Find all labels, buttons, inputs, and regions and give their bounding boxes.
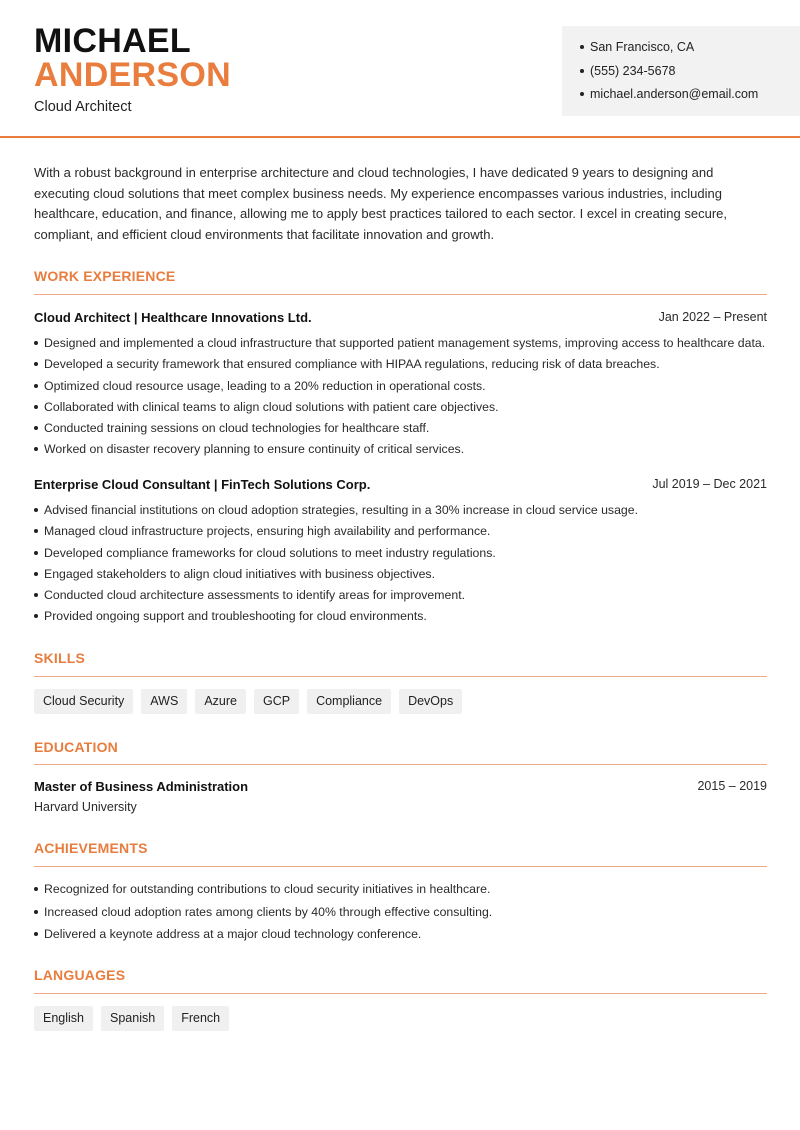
last-name: ANDERSON bbox=[34, 56, 231, 94]
contact-box bbox=[562, 26, 800, 116]
language-tag: English bbox=[34, 1006, 93, 1031]
list-item: Developed compliance frameworks for cloud solutions to meet industry regulations. bbox=[34, 545, 774, 566]
section-divider bbox=[34, 294, 767, 295]
skill-tag: DevOps bbox=[399, 689, 462, 714]
section-title-languages: LANGUAGES bbox=[34, 967, 126, 983]
job-title: Enterprise Cloud Consultant | FinTech Solutions Corp. bbox=[34, 477, 371, 492]
skills-tags bbox=[34, 689, 462, 714]
first-name: MICHAEL bbox=[34, 22, 191, 60]
list-item: Managed cloud infrastructure projects, ensuring high availability and performance. bbox=[34, 523, 774, 544]
achievements-list bbox=[34, 881, 774, 949]
list-item: Advised financial institutions on cloud adoption strategies, resulting in a 30% increase in cloud service usage. bbox=[34, 502, 774, 523]
skill-tag: GCP bbox=[254, 689, 299, 714]
language-tag: Spanish bbox=[101, 1006, 164, 1031]
summary: With a robust background in enterprise architecture and cloud technologies, I have dedicated 9 years to designing and executing cloud solutions that meet complex business needs. My experience encompasses various industries, including healthcare, education, and finance, allowing me to apply best practices tailored to each sector. I excel in creating secure, compliant, and efficient cloud environments that facilitate innovation and growth. bbox=[34, 165, 728, 243]
bullet-icon bbox=[34, 551, 38, 555]
section-divider bbox=[34, 993, 767, 994]
list-item: Collaborated with clinical teams to align cloud solutions with patient care objectives. bbox=[34, 399, 774, 420]
section-title-work: WORK EXPERIENCE bbox=[34, 268, 176, 284]
bullet-icon bbox=[34, 362, 38, 366]
list-item: Conducted training sessions on cloud technologies for healthcare staff. bbox=[34, 420, 774, 441]
contact-location: San Francisco, CA bbox=[580, 39, 800, 63]
job-title: Cloud Architect | Healthcare Innovations Ltd. bbox=[34, 310, 312, 325]
resume-header bbox=[0, 0, 800, 138]
bullet-icon bbox=[34, 887, 38, 891]
bullet-icon bbox=[34, 572, 38, 576]
bullet-icon bbox=[34, 405, 38, 409]
education-dates: 2015 – 2019 bbox=[697, 779, 767, 793]
contact-phone: (555) 234-5678 bbox=[580, 63, 800, 87]
skill-tag: Cloud Security bbox=[34, 689, 133, 714]
section-divider bbox=[34, 764, 767, 765]
list-item: Developed a security framework that ensured compliance with HIPAA regulations, reducing risk of data breaches. bbox=[34, 356, 774, 377]
language-tag: French bbox=[172, 1006, 229, 1031]
section-title-education: EDUCATION bbox=[34, 739, 118, 755]
bullet-icon bbox=[34, 910, 38, 914]
list-item: Worked on disaster recovery planning to ensure continuity of critical services. bbox=[34, 441, 774, 462]
bullet-icon bbox=[580, 45, 584, 49]
bullet-icon bbox=[34, 932, 38, 936]
contact-email: michael.anderson@email.com bbox=[580, 86, 800, 110]
bullet-icon bbox=[34, 447, 38, 451]
language-tags bbox=[34, 1006, 229, 1031]
bullet-icon bbox=[580, 69, 584, 73]
bullet-icon bbox=[34, 529, 38, 533]
bullet-icon bbox=[34, 593, 38, 597]
list-item: Designed and implemented a cloud infrastructure that supported patient management systems, improving access to healthcare data. bbox=[34, 335, 774, 356]
bullet-icon bbox=[34, 341, 38, 345]
section-title-skills: SKILLS bbox=[34, 650, 85, 666]
bullet-icon bbox=[34, 384, 38, 388]
section-divider bbox=[34, 866, 767, 867]
bullet-icon bbox=[580, 92, 584, 96]
job-dates: Jan 2022 – Present bbox=[658, 310, 767, 324]
list-item: Engaged stakeholders to align cloud initiatives with business objectives. bbox=[34, 566, 774, 587]
list-item: Provided ongoing support and troubleshooting for cloud environments. bbox=[34, 608, 774, 629]
job-bullets bbox=[34, 335, 774, 463]
list-item: Optimized cloud resource usage, leading to a 20% reduction in operational costs. bbox=[34, 378, 774, 399]
list-item: Delivered a keynote address at a major cloud technology conference. bbox=[34, 926, 774, 949]
skill-tag: Compliance bbox=[307, 689, 391, 714]
skill-tag: AWS bbox=[141, 689, 187, 714]
job-role: Cloud Architect bbox=[34, 99, 132, 115]
bullet-icon bbox=[34, 614, 38, 618]
list-item: Conducted cloud architecture assessments to identify areas for improvement. bbox=[34, 587, 774, 608]
bullet-icon bbox=[34, 508, 38, 512]
job-bullets bbox=[34, 502, 774, 630]
education-school: Harvard University bbox=[34, 800, 137, 814]
section-title-achievements: ACHIEVEMENTS bbox=[34, 840, 148, 856]
section-divider bbox=[34, 676, 767, 677]
list-item: Increased cloud adoption rates among clients by 40% through effective consulting. bbox=[34, 904, 774, 927]
bullet-icon bbox=[34, 426, 38, 430]
list-item: Recognized for outstanding contributions to cloud security initiatives in healthcare. bbox=[34, 881, 774, 904]
job-dates: Jul 2019 – Dec 2021 bbox=[652, 477, 767, 491]
skill-tag: Azure bbox=[195, 689, 246, 714]
education-degree: Master of Business Administration bbox=[34, 779, 249, 794]
